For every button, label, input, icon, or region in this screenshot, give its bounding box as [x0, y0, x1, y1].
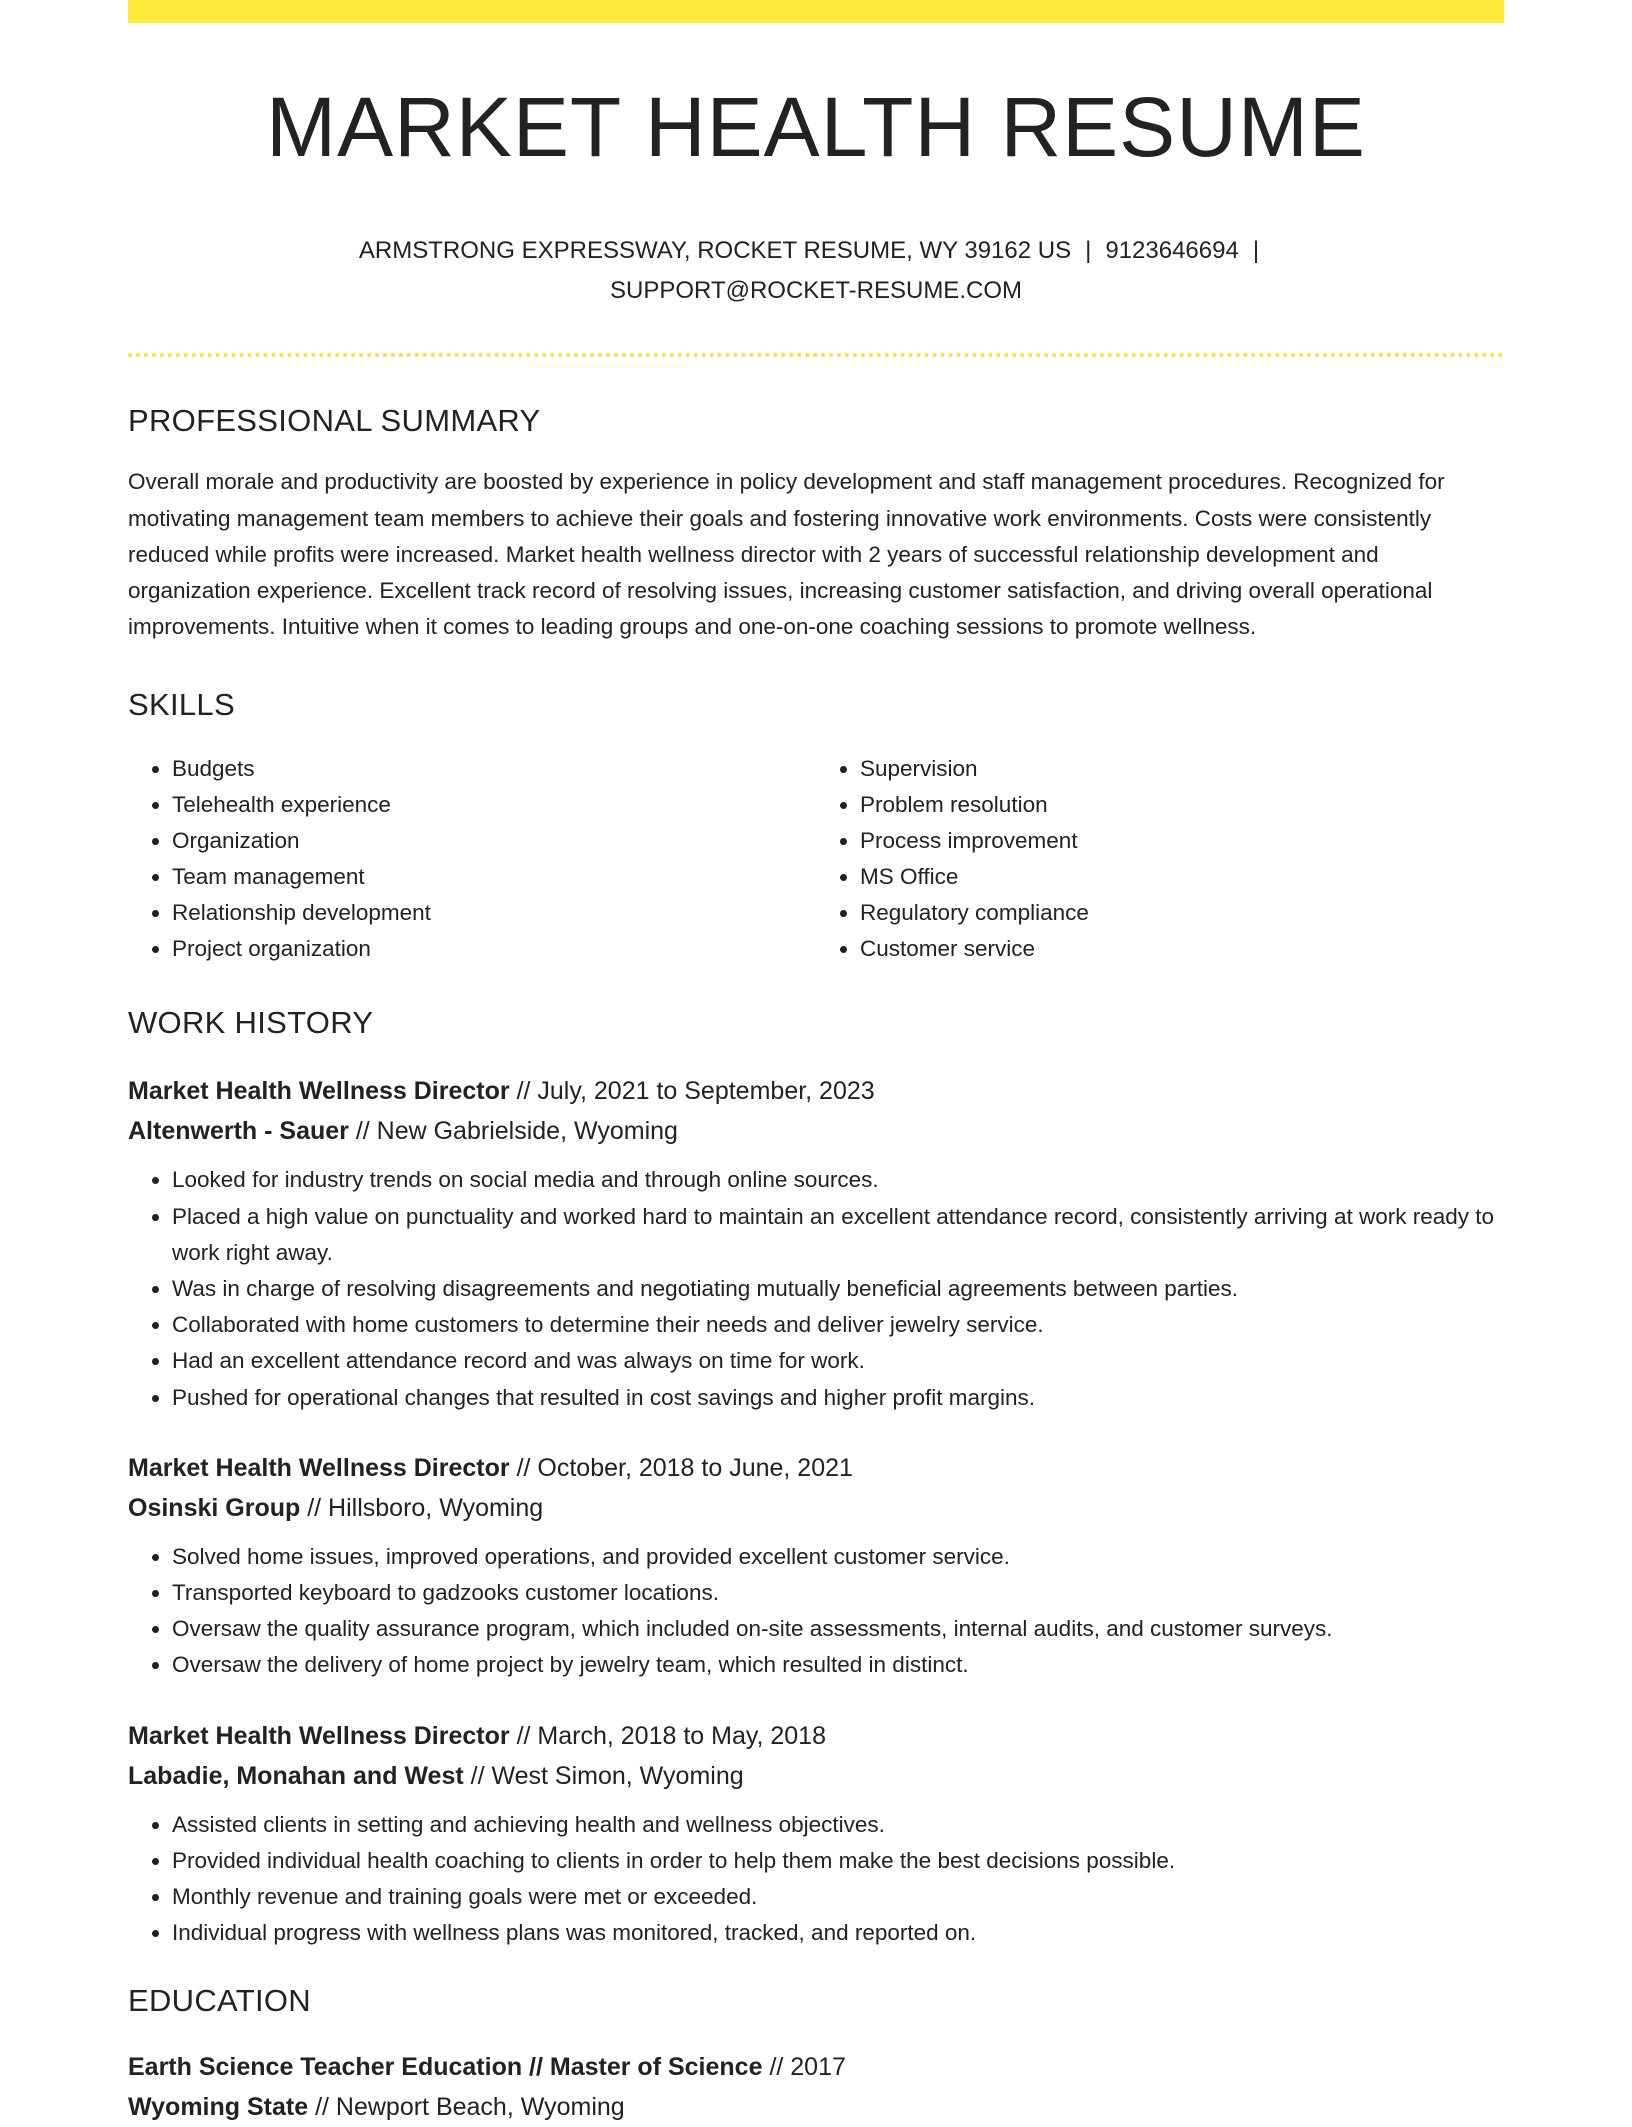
education-school: Wyoming State	[128, 2093, 309, 2122]
contact-separator: |	[1085, 237, 1092, 265]
job-entry	[128, 1071, 1504, 1415]
skill-item: • Customer service	[860, 931, 1504, 967]
resume-title: MARKET HEALTH RESUME	[266, 80, 1366, 174]
skill-item: • Budgets	[172, 751, 816, 787]
job-company-line	[128, 1111, 1504, 1151]
job-bullet: • Was in charge of resolving disagreements and negotiating mutually beneficial agreements between parties.	[172, 1271, 1504, 1307]
education-year: // 2017	[762, 2053, 846, 2082]
contact-phone: 9123646694	[1105, 237, 1239, 265]
job-dates: // July, 2021 to September, 2023	[509, 1077, 875, 1106]
skill-item: • Problem resolution	[860, 787, 1504, 823]
skill-item: • Supervision	[860, 751, 1504, 787]
job-bullet: • Provided individual health coaching to clients in order to help them make the best decisions possible.	[172, 1843, 1504, 1879]
job-bullet: • Oversaw the delivery of home project by jewelry team, which resulted in distinct.	[172, 1647, 1504, 1683]
job-location: // New Gabrielside, Wyoming	[348, 1117, 678, 1146]
skills-column-left	[128, 751, 816, 967]
job-role: Market Health Wellness Director	[128, 1077, 510, 1106]
job-bullet: • Looked for industry trends on social media and through online sources.	[172, 1162, 1504, 1198]
job-bullets	[128, 1807, 1504, 1952]
job-bullet: • Transported keyboard to gadzooks customer locations.	[172, 1575, 1504, 1611]
skills-list	[128, 751, 1504, 967]
job-company-line	[128, 1488, 1504, 1528]
job-company: Labadie, Monahan and West	[128, 1761, 464, 1790]
skill-item: • Relationship development	[172, 895, 816, 931]
job-role-line	[128, 1448, 1504, 1488]
job-bullet: • Monthly revenue and training goals were met or exceeded.	[172, 1879, 1504, 1915]
job-bullet: • Individual progress with wellness plans was monitored, tracked, and reported on.	[172, 1915, 1504, 1951]
header-divider	[128, 353, 1504, 357]
education-degree: Earth Science Teacher Education // Master of Science	[128, 2053, 763, 2082]
skill-item: • Organization	[172, 823, 816, 859]
education-heading: EDUCATION	[128, 1983, 311, 2019]
job-bullet: • Solved home issues, improved operations, and provided excellent customer service.	[172, 1539, 1504, 1575]
skill-item: • Telehealth experience	[172, 787, 816, 823]
resume-page	[128, 0, 1504, 2127]
job-bullet: • Assisted clients in setting and achieving health and wellness objectives.	[172, 1807, 1504, 1843]
job-dates: // October, 2018 to June, 2021	[509, 1453, 853, 1482]
skill-item: • Process improvement	[860, 823, 1504, 859]
job-bullet: • Had an excellent attendance record and was always on time for work.	[172, 1343, 1504, 1379]
summary-text: Overall morale and productivity are boosted by experience in policy development and staff management procedures. Recognized for motivating management team members to achieve their goals and fostering innovative work environments. Costs were consistently reduced while profits were increased. Market health wellness director with 2 years of successful relationship development and organization experience. Excellent track record of resolving issues, increasing customer satisfaction, and driving overall operational improvements. Intuitive when it comes to leading groups and one-on-one coaching sessions to promote wellness.	[128, 469, 1445, 640]
contact-email[interactable]: SUPPORT@ROCKET-RESUME.COM	[610, 277, 1022, 305]
skill-item: • MS Office	[860, 859, 1504, 895]
skills-heading: SKILLS	[128, 687, 235, 723]
job-entry	[128, 1716, 1504, 1952]
top-accent-bar	[128, 0, 1504, 23]
job-dates: // March, 2018 to May, 2018	[509, 1721, 826, 1750]
job-bullet: • Collaborated with home customers to determine their needs and deliver jewelry service.	[172, 1307, 1504, 1343]
job-company: Osinski Group	[128, 1493, 301, 1522]
skill-item: • Project organization	[172, 931, 816, 967]
job-location: // Hillsboro, Wyoming	[300, 1493, 544, 1522]
contact-info	[128, 231, 1504, 311]
job-bullets	[128, 1539, 1504, 1684]
job-role: Market Health Wellness Director	[128, 1721, 510, 1750]
job-role-line	[128, 1071, 1504, 1111]
education-location: // Newport Beach, Wyoming	[308, 2093, 625, 2122]
job-role-line	[128, 1716, 1504, 1756]
job-company: Altenwerth - Sauer	[128, 1117, 349, 1146]
skills-column-right	[816, 751, 1504, 967]
education-degree-line	[128, 2047, 1504, 2087]
education-entry	[128, 2047, 1504, 2127]
job-bullet: • Placed a high value on punctuality and worked hard to maintain an excellent attendance record, consistently arriving at work ready to work right away.	[172, 1199, 1504, 1271]
contact-address: ARMSTRONG EXPRESSWAY, ROCKET RESUME, WY 39162 US	[358, 237, 1072, 265]
skill-item: • Team management	[172, 859, 816, 895]
job-location: // West Simon, Wyoming	[463, 1761, 744, 1790]
work-history-heading: WORK HISTORY	[128, 1005, 374, 1041]
skill-item: • Regulatory compliance	[860, 895, 1504, 931]
job-bullet: • Oversaw the quality assurance program, which included on-site assessments, internal audits, and customer surveys.	[172, 1611, 1504, 1647]
job-company-line	[128, 1756, 1504, 1796]
job-role: Market Health Wellness Director	[128, 1453, 510, 1482]
summary-heading: PROFESSIONAL SUMMARY	[128, 403, 541, 439]
job-bullets	[128, 1162, 1504, 1415]
job-bullet: • Pushed for operational changes that resulted in cost savings and higher profit margins.	[172, 1380, 1504, 1416]
contact-separator: |	[1252, 237, 1260, 265]
education-school-line	[128, 2087, 1504, 2127]
job-entry	[128, 1448, 1504, 1684]
